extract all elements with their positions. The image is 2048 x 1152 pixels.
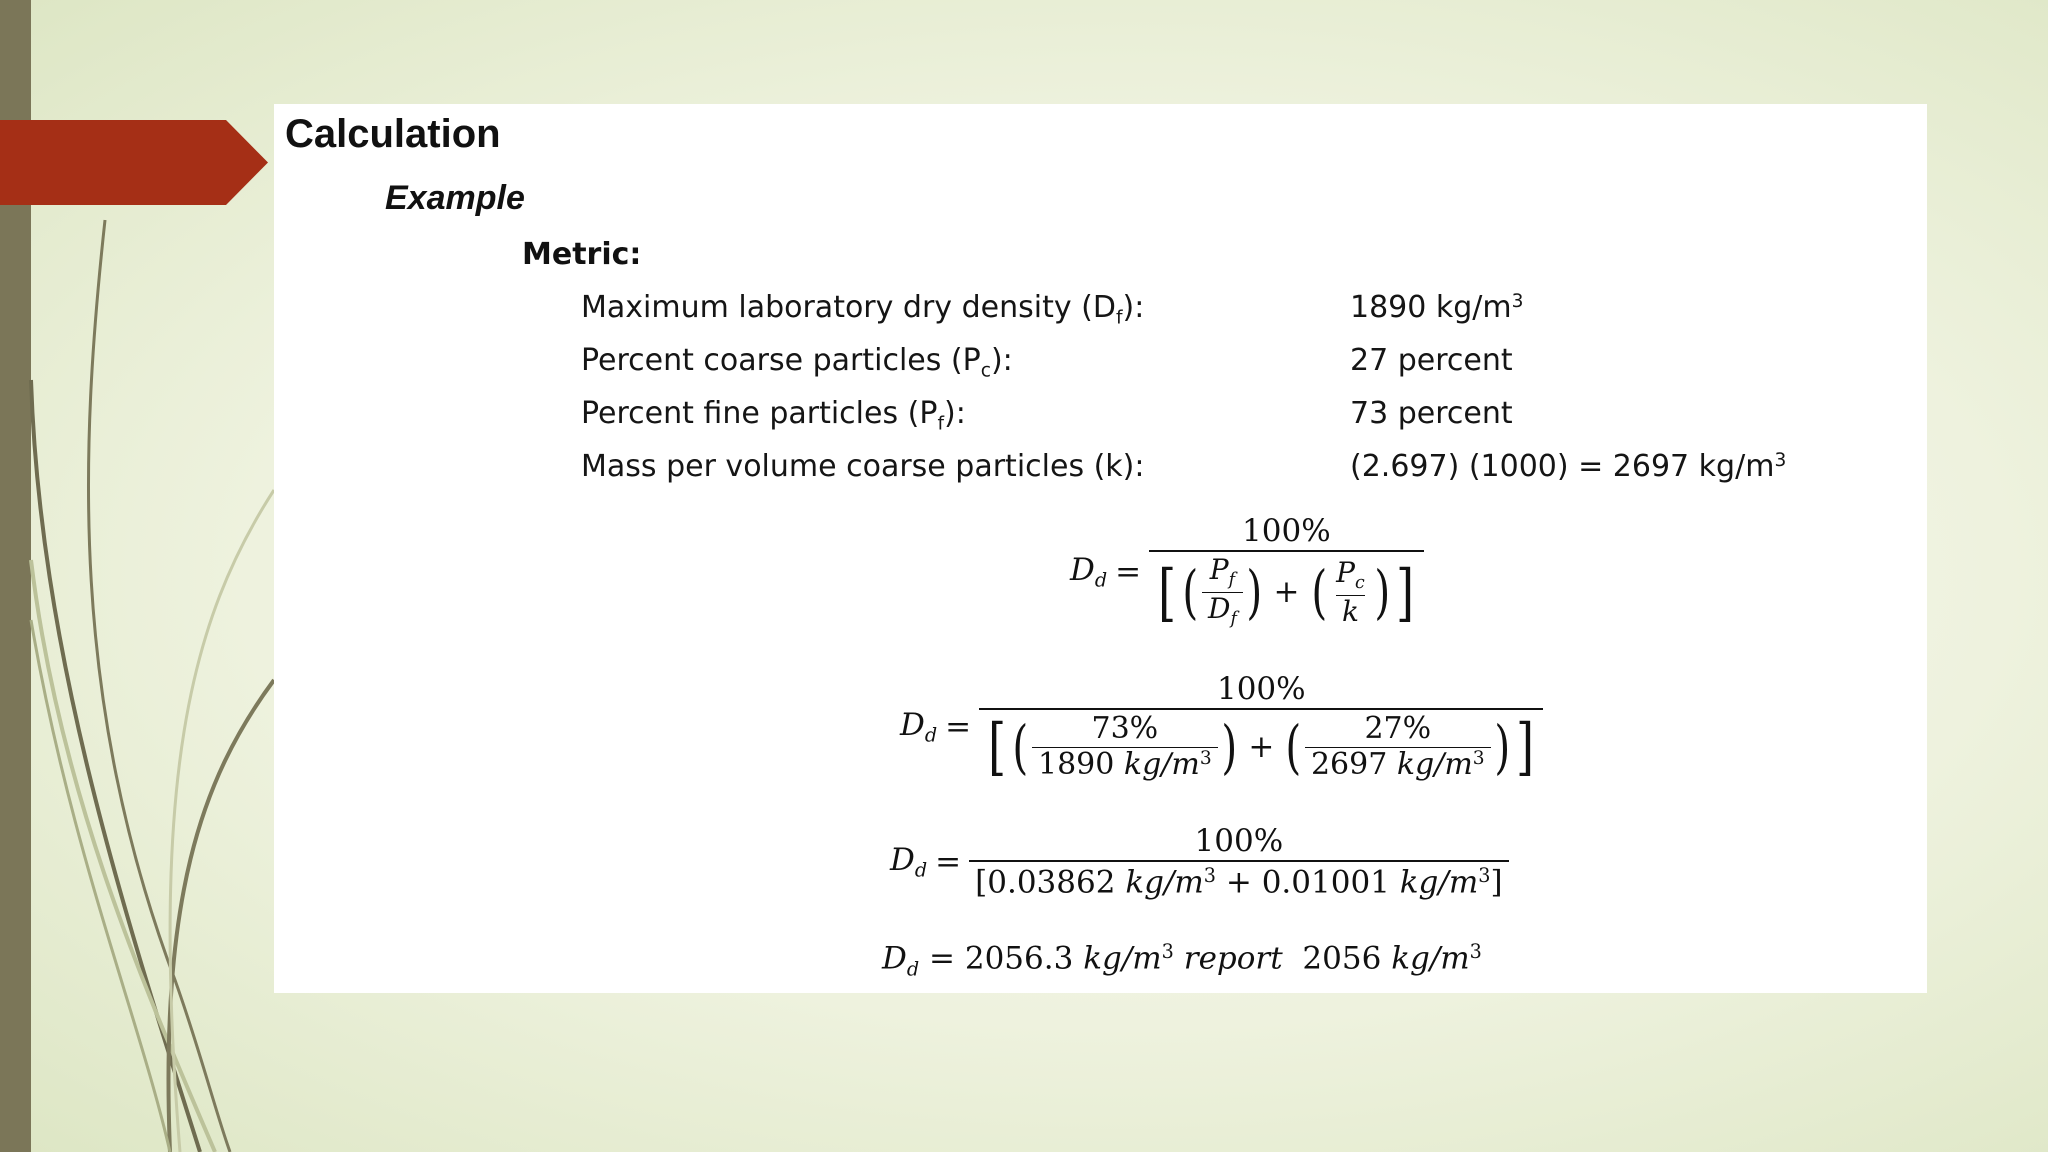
eq1-lhs: $D_d$ xyxy=(1070,551,1108,592)
given-label-coarse-percent: Percent coarse particles $(P_c)$: xyxy=(581,343,1013,382)
swoosh-line-6 xyxy=(31,620,170,1152)
swoosh-line-1 xyxy=(88,220,230,1152)
given-value-mass-per-volume: (2.697) (1000) = 2697 $kg/m^3$ xyxy=(1350,449,1787,484)
eq2-lhs: $D_d$ xyxy=(900,706,938,747)
eq3-denominator: [0.03862 $kg/m^3 + 0.01001$ $kg/m^3$] xyxy=(969,860,1508,899)
given-value-max-density: 1890 $kg/m^3$ xyxy=(1350,290,1524,325)
given-value-coarse-percent: 27 percent xyxy=(1350,343,1513,378)
eq2-denominator: [ ( $\frac{73\%}{1890 kg/m^3}$ ) + ( $\frac{27\%}{2697 kg/m^3}$ ) ] xyxy=(979,708,1543,780)
slide-subtitle: Example xyxy=(385,179,525,217)
eq1-equals: = xyxy=(1115,553,1142,590)
eq3-equals: = xyxy=(935,843,962,880)
swoosh-line-3 xyxy=(31,560,215,1152)
given-label-fine-percent: Percent fine particles $(P_f)$: xyxy=(581,396,966,435)
given-value-fine-percent: 73 percent xyxy=(1350,396,1513,431)
eq2-fine-ratio: $\frac{73\%}{1890 kg/m^3}$ xyxy=(1032,714,1218,780)
result-reported-value: 2056 xyxy=(1302,940,1382,977)
swoosh-line-5 xyxy=(170,490,274,1152)
eq3-fraction xyxy=(969,823,1508,901)
slide-title: Calculation xyxy=(285,112,501,156)
eq2-numerator: 100% xyxy=(1216,671,1306,707)
eq1-fraction xyxy=(1149,513,1423,630)
eq2-equals: = xyxy=(945,708,972,745)
arrow-banner-icon xyxy=(0,120,268,205)
eq3-lhs: $D_d$ xyxy=(890,841,928,882)
eq3-numerator: 100% xyxy=(1194,823,1284,859)
equation-result: $D_d = 2056.3$ $kg/m^3$ report 2056 $kg/m^3$ xyxy=(882,940,1482,981)
content-panel xyxy=(274,104,1927,993)
eq1-denominator: [ ( $\frac{P_f}{D_f}$ ) + ( $\frac{P_c}{k}$ ) ] xyxy=(1149,550,1423,629)
section-label: Metric: xyxy=(522,237,642,272)
eq1-numerator: 100% xyxy=(1242,513,1331,549)
eq2-coarse-ratio: $\frac{27\%}{2697 kg/m^3}$ xyxy=(1305,714,1491,780)
given-label-max-density: Maximum laboratory dry density $(D_f)$: xyxy=(581,290,1145,329)
eq2-fraction xyxy=(979,671,1543,784)
given-label-mass-per-volume: Mass per volume coarse particles (k): xyxy=(581,449,1145,484)
eq1-fine-ratio: $\frac{P_f}{D_f}$ xyxy=(1202,556,1243,629)
equation-evaluated xyxy=(890,823,1509,901)
eq1-coarse-ratio: $\frac{P_c}{k}$ xyxy=(1336,555,1365,629)
equation-formula xyxy=(1070,513,1424,630)
result-report-word: report xyxy=(1183,940,1283,977)
equation-substituted xyxy=(900,671,1543,784)
